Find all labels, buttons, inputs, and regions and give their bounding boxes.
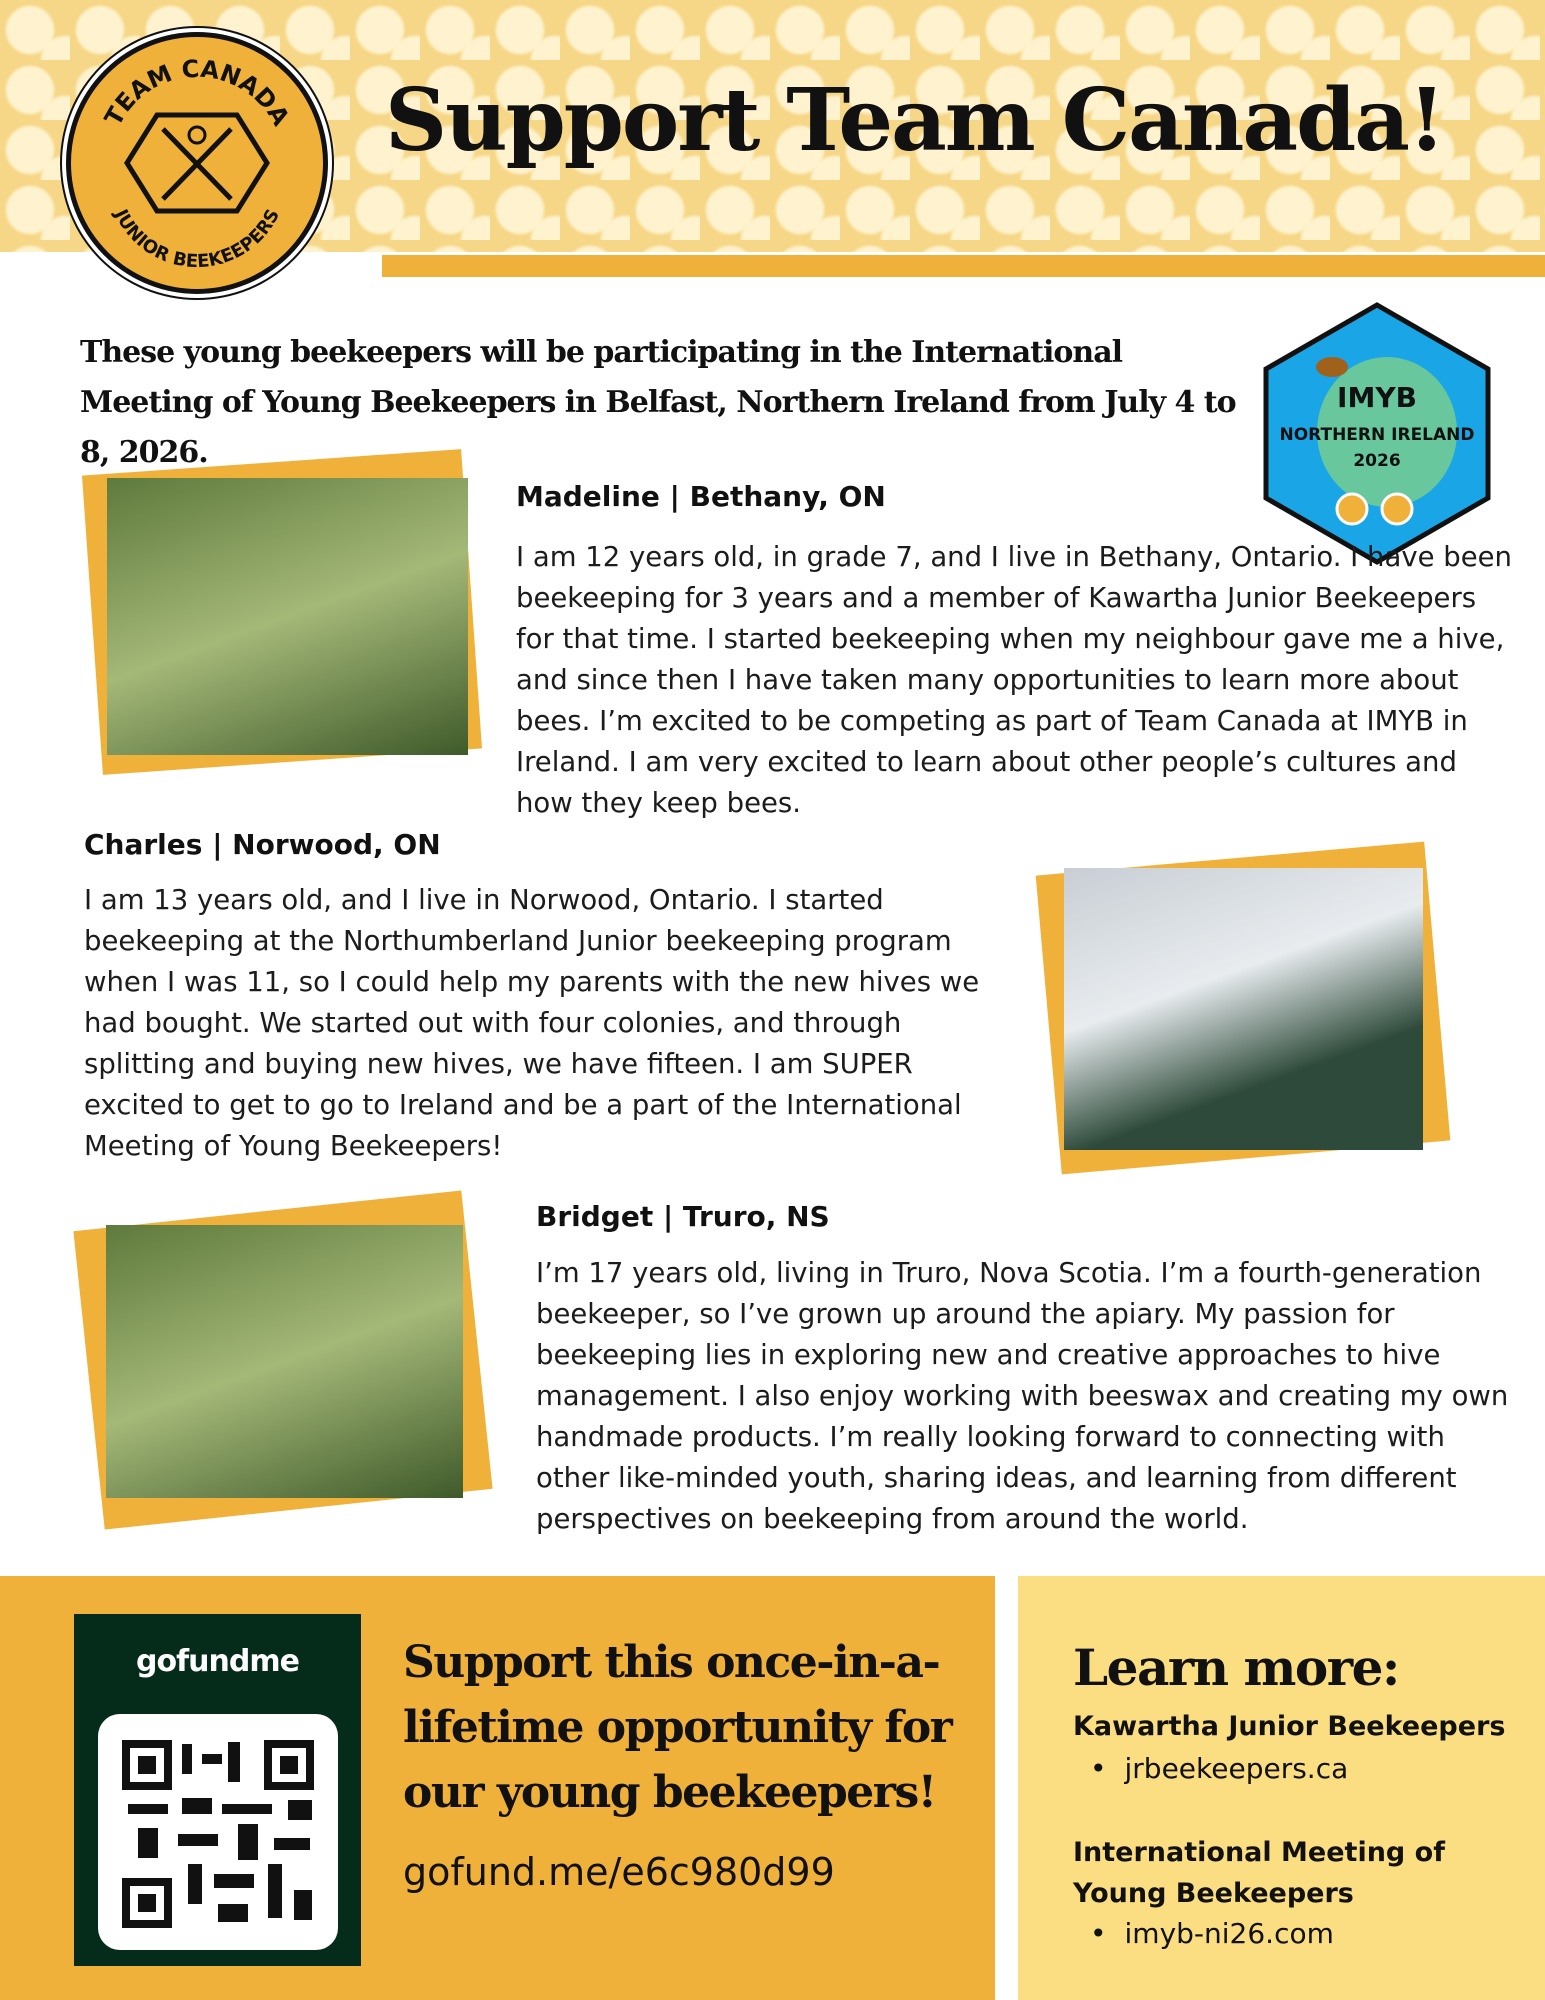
gofundme-link[interactable]: gofund.me/e6c980d99 — [403, 1850, 835, 1894]
member-name: Bridget | Truro, NS — [536, 1200, 830, 1233]
badge-subtitle: NORTHERN IRELAND — [1279, 425, 1475, 445]
support-headline: Support this once-in-a-lifetime opportunity for our young beekeepers! — [403, 1637, 952, 1818]
madeline-photo — [107, 478, 468, 755]
intro-text: These young beekeepers will be participating in the International Meeting of Young Beekeepers in Belfast, Northern Ireland from July 4 to 8, 2026. — [80, 335, 1236, 470]
link-heading-kawartha: Kawartha Junior Beekeepers — [1073, 1711, 1506, 1742]
link-imyb[interactable]: • imyb-ni26.com — [1090, 1917, 1334, 1950]
badge-year: 2026 — [1353, 451, 1401, 471]
gofundme-logo: gofundme — [136, 1644, 299, 1679]
gofundme-card — [74, 1614, 361, 1966]
imyb-badge — [1262, 302, 1492, 565]
member-name: Charles | Norwood, ON — [84, 828, 441, 861]
accent-bar — [382, 255, 1545, 277]
svg-text:JUNIOR BEEKEEPERS: JUNIOR BEEKEEPERS — [110, 205, 285, 273]
member-name: Madeline | Bethany, ON — [516, 480, 886, 513]
bridget-photo — [106, 1225, 463, 1498]
member-bio: I am 13 years old, and I live in Norwood, Ontario. I started beekeeping at the Northumberland Junior beekeeping program when I was 11, so I could help my parents with the new hives we had bought. We started out with four colonies, and through splitting and buying new hives, we have fifteen. I am SUPER excited to get to go to Ireland and be a part of the International Meeting of Young Beekeepers! — [84, 884, 980, 1162]
link-jrbeekeepers[interactable]: • jrbeekeepers.ca — [1090, 1752, 1348, 1785]
svg-text:TEAM CANADA: TEAM CANADA — [99, 54, 295, 131]
learn-more-title: Learn more: — [1073, 1638, 1399, 1697]
link-heading-imyb: International Meeting of Young Beekeepers — [1073, 1837, 1445, 1909]
team-canada-logo — [66, 32, 328, 294]
member-bio: I am 12 years old, in grade 7, and I live in Bethany, Ontario. I have been beekeeping for 3 years and a member of Kawartha Junior Beekeepers for that time. I started beekeeping when my neighbour gave me a hive, and since then I have taken many opportunities to learn more about bees. I’m excited to be competing as part of Team Canada at IMYB in Ireland. I am very excited to learn about other people’s cultures and how they keep bees. — [516, 541, 1512, 819]
qr-code[interactable] — [98, 1714, 338, 1950]
page-title: Support Team Canada! — [385, 70, 1444, 171]
badge-title: IMYB — [1337, 381, 1417, 414]
member-bio: I’m 17 years old, living in Truro, Nova Scotia. I’m a fourth-generation beekeeper, so I’ve grown up around the apiary. My passion for beekeeping lies in exploring new and creative approaches to hive management. I also enjoy working with beeswax and creating my own handmade products. I’m really looking forward to connecting with other like-minded youth, sharing ideas, and learning from different perspectives on beekeeping from around the world. — [536, 1257, 1509, 1535]
charles-photo — [1064, 868, 1423, 1150]
